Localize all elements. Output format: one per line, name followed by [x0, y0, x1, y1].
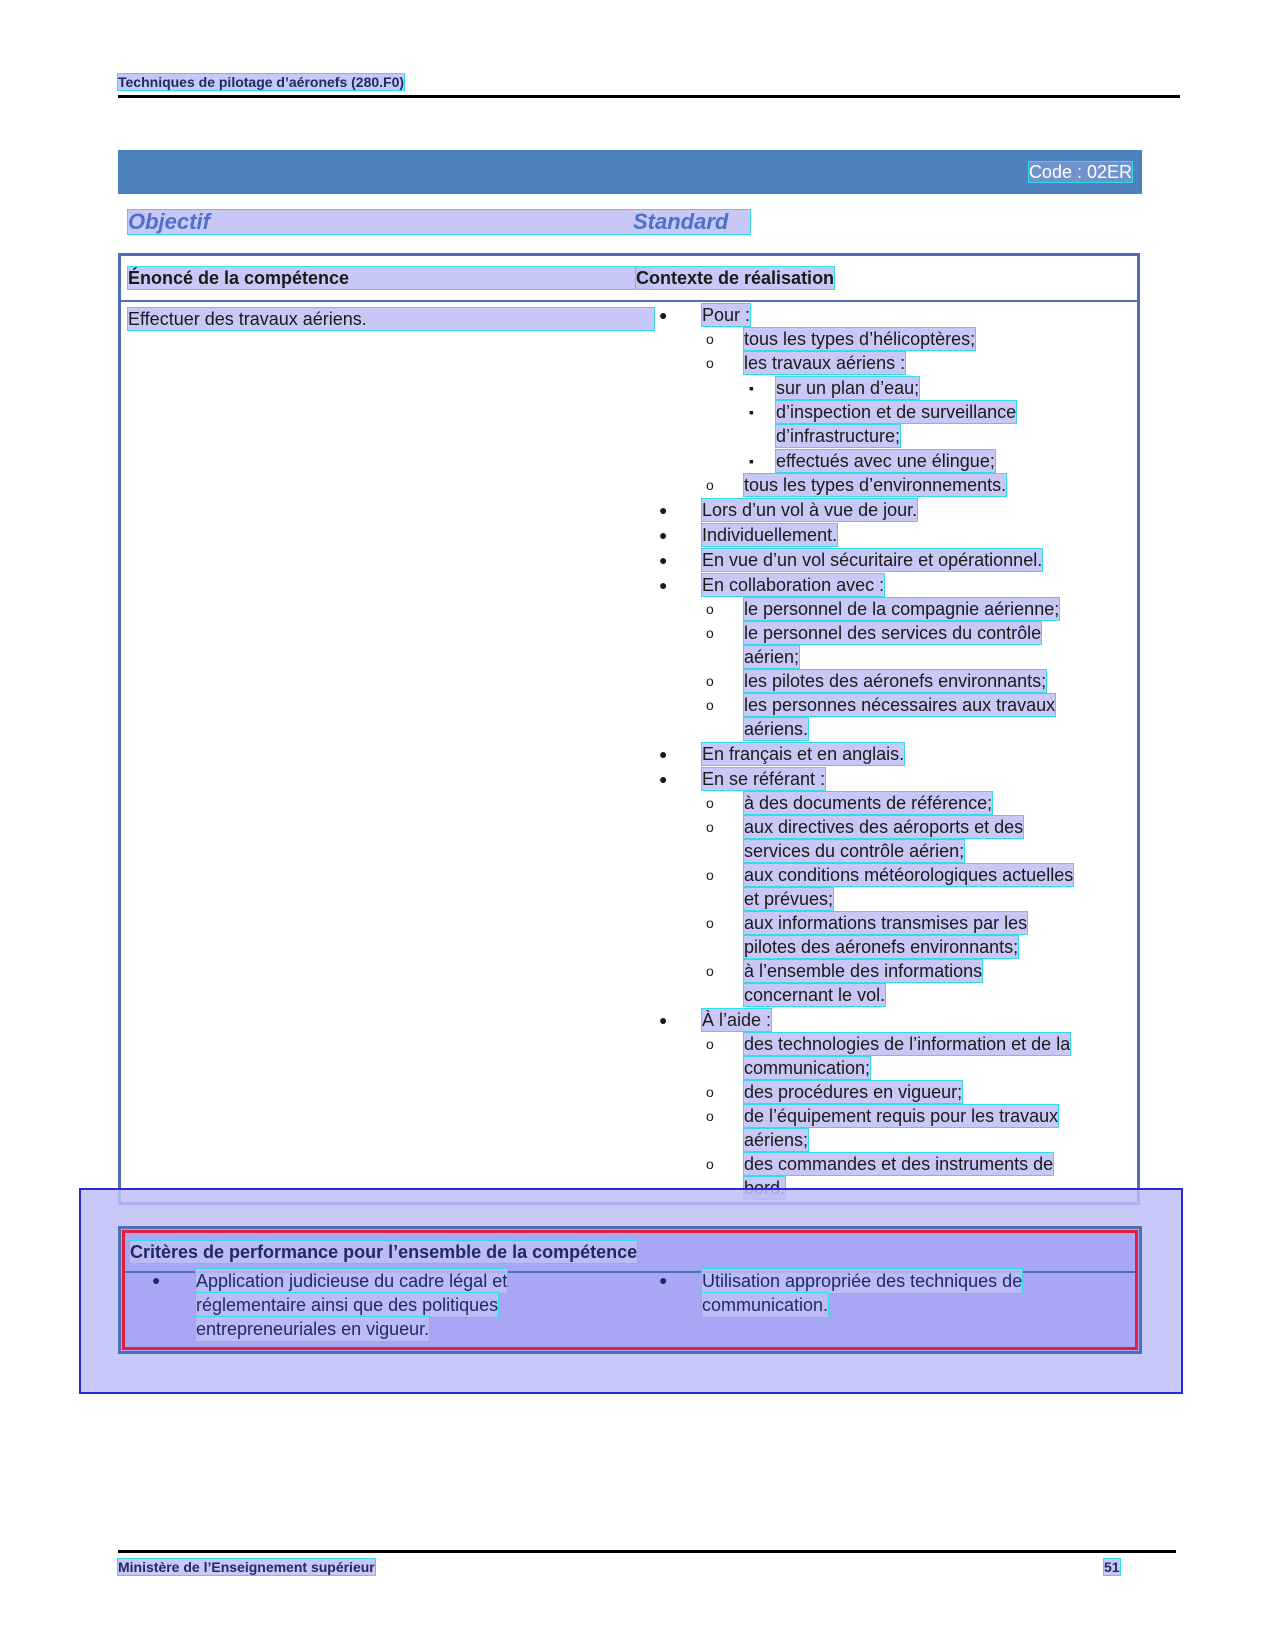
list-item: effectués avec une élingue; [776, 451, 995, 471]
bullet-icon: ● [659, 552, 668, 568]
list-item-continuation: concernant le vol. [744, 985, 886, 1005]
list-item: des procédures en vigueur; [744, 1082, 963, 1102]
circle-bullet-icon: o [706, 867, 714, 883]
list-item: les personnes nécessaires aux travaux [744, 695, 1056, 715]
circle-bullet-icon: o [706, 697, 714, 713]
page-number: 51 [1104, 1559, 1120, 1575]
list-item: d’inspection et de surveillance [776, 402, 1017, 422]
circle-bullet-icon: o [706, 963, 714, 979]
list-item-continuation: aériens. [744, 719, 809, 739]
circle-bullet-icon: o [706, 673, 714, 689]
table-header-divider [121, 300, 1137, 302]
list-item: à des documents de référence; [744, 793, 993, 813]
enonce-text: Effectuer des travaux aériens. [128, 308, 654, 330]
list-item-continuation: communication; [744, 1058, 871, 1078]
list-item: le personnel des services du contrôle [744, 623, 1042, 643]
list-item-continuation: services du contrôle aérien; [744, 841, 965, 861]
competency-table [118, 253, 1140, 1205]
circle-bullet-icon: o [706, 819, 714, 835]
list-item: En français et en anglais. [702, 744, 905, 764]
code-bar [118, 150, 1142, 194]
bullet-icon: ● [659, 527, 668, 543]
bullet-icon: ● [659, 1272, 668, 1288]
objectif-label: Objectif [128, 209, 210, 234]
square-bullet-icon: ▪ [749, 453, 754, 469]
bullet-icon: ● [152, 1272, 161, 1288]
list-item: En se référant : [702, 769, 826, 789]
enonce-heading: Énoncé de la compétence [128, 267, 650, 289]
criteria-item-right-line-2: communication. [702, 1295, 829, 1315]
criteria-title: Critères de performance pour l’ensemble de la compétence [130, 1242, 638, 1262]
list-item: les pilotes des aéronefs environnants; [744, 671, 1047, 691]
footer-ministry: Ministère de l’Enseignement supérieur [118, 1559, 375, 1575]
list-item: les travaux aériens : [744, 353, 906, 373]
list-item: tous les types d’environnements. [744, 475, 1007, 495]
criteria-item-right-line-1: Utilisation appropriée des techniques de [702, 1271, 1023, 1291]
footer-rule [118, 1550, 1176, 1553]
circle-bullet-icon: o [706, 915, 714, 931]
running-header: Techniques de pilotage d’aéronefs (280.F0) [118, 74, 405, 90]
bullet-icon: ● [659, 771, 668, 787]
contexte-heading: Contexte de réalisation [636, 268, 835, 288]
list-item: à l’ensemble des informations [744, 961, 983, 981]
list-item: sur un plan d’eau; [776, 378, 920, 398]
standard-label: Standard [633, 209, 729, 234]
bullet-icon: ● [659, 746, 668, 762]
list-item: aux informations transmises par les [744, 913, 1028, 933]
list-item: Lors d’un vol à vue de jour. [702, 500, 918, 520]
list-item: En collaboration avec : [702, 575, 885, 595]
circle-bullet-icon: o [706, 625, 714, 641]
criteria-item-left-line-3: entrepreneuriales en vigueur. [196, 1319, 430, 1339]
list-item-continuation: d’infrastructure; [776, 426, 901, 446]
list-item: En vue d’un vol sécuritaire et opérationnel. [702, 550, 1043, 570]
list-item: aux conditions météorologiques actuelles [744, 865, 1074, 885]
bullet-icon: ● [659, 502, 668, 518]
circle-bullet-icon: o [706, 795, 714, 811]
square-bullet-icon: ▪ [749, 380, 754, 396]
list-item-continuation: aériens; [744, 1130, 809, 1150]
circle-bullet-icon: o [706, 477, 714, 493]
bullet-icon: ● [659, 307, 668, 323]
list-item: À l’aide : [702, 1010, 772, 1030]
list-item: des commandes et des instruments de [744, 1154, 1054, 1174]
list-item: aux directives des aéroports et des [744, 817, 1024, 837]
criteria-item-left-line-2: réglementaire ainsi que des politiques [196, 1295, 499, 1315]
bullet-icon: ● [659, 577, 668, 593]
list-item: des technologies de l’information et de la [744, 1034, 1071, 1054]
circle-bullet-icon: o [706, 601, 714, 617]
list-item: le personnel de la compagnie aérienne; [744, 599, 1060, 619]
circle-bullet-icon: o [706, 331, 714, 347]
circle-bullet-icon: o [706, 355, 714, 371]
list-item: Individuellement. [702, 525, 838, 545]
objectif-standard-row [128, 210, 750, 234]
header-rule [118, 95, 1180, 98]
list-item-continuation: aérien; [744, 647, 800, 667]
list-item-continuation: et prévues; [744, 889, 834, 909]
criteria-item-left-line-1: Application judicieuse du cadre légal et [196, 1271, 508, 1291]
competency-code: Code : 02ER [1028, 162, 1132, 182]
list-item: tous les types d’hélicoptères; [744, 329, 976, 349]
bullet-icon: ● [659, 1012, 668, 1028]
list-item: de l’équipement requis pour les travaux [744, 1106, 1059, 1126]
circle-bullet-icon: o [706, 1156, 714, 1172]
list-item-continuation: pilotes des aéronefs environnants; [744, 937, 1019, 957]
circle-bullet-icon: o [706, 1108, 714, 1124]
circle-bullet-icon: o [706, 1036, 714, 1052]
circle-bullet-icon: o [706, 1084, 714, 1100]
list-item: Pour : [702, 305, 751, 325]
square-bullet-icon: ▪ [749, 404, 754, 420]
